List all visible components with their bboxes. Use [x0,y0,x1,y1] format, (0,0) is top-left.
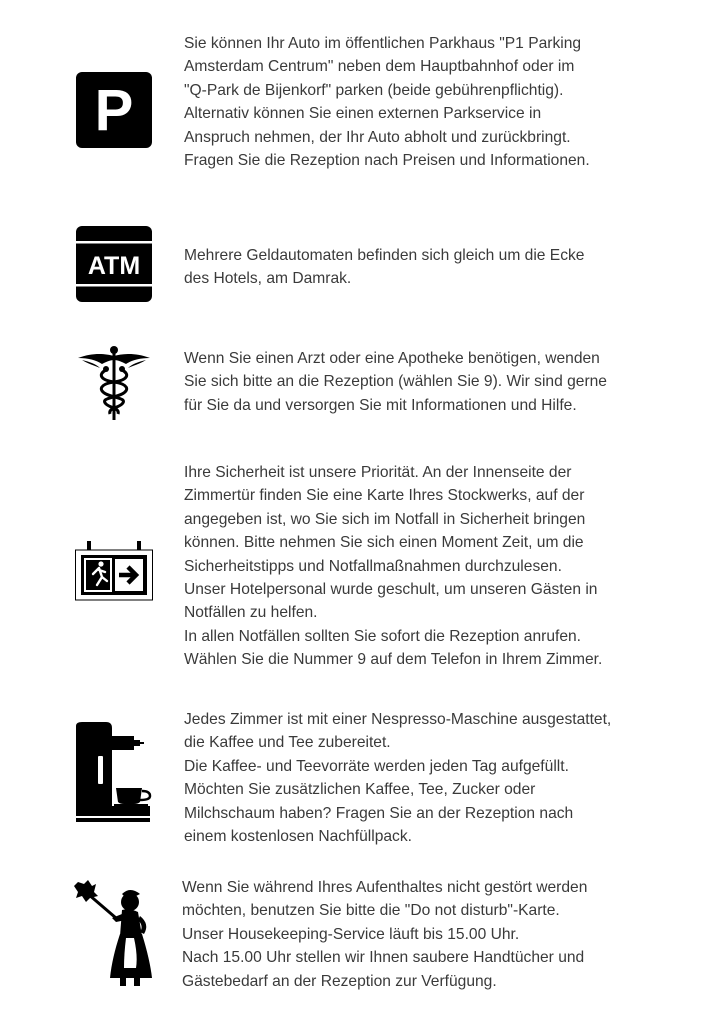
parking-text-line: Alternativ können Sie einen externen Parkservice in [184,105,542,123]
parking-text-line: Anspruch nehmen, der Ihr Auto abholt und zurückbringt. [184,128,571,146]
coffee-text [184,708,611,848]
coffee-text-line: Die Kaffee- und Teevorräte werden jeden Tag aufgefüllt. [184,757,569,775]
housekeeping-text-line: möchten, benutzen Sie bitte die "Do not disturb"-Karte. [182,902,560,920]
safety-text-line: angegeben ist, wo Sie sich im Notfall in Sicherheit bringen [184,510,586,528]
caduceus-icon [76,344,152,422]
safety-text-line: Wählen Sie die Nummer 9 auf dem Telefon in Ihrem Zimmer. [184,651,603,669]
parking-text-line: Amsterdam Centrum" neben dem Hauptbahnhof oder im [184,58,575,76]
atm-icon [76,226,152,302]
parking-text [184,32,590,172]
housekeeping-text-line: Wenn Sie während Ihres Aufenthaltes nicht gestört werden [182,879,588,896]
coffee-text-line: einem kostenlosen Nachfüllpack. [184,828,412,846]
housekeeping-text-line: Nach 15.00 Uhr stellen wir Ihnen saubere Handtücher und [182,949,585,967]
atm-icon-label: ATM [87,252,141,280]
coffee-text-line: Möchten Sie zusätzlichen Kaffee, Tee, Zucker oder [184,781,536,799]
coffee-text-line: Milchschaum haben? Fragen Sie an der Rezeption nach [184,804,574,822]
medical-text-line: Sie sich bitte an die Rezeption (wählen Sie 9). Wir sind gerne [184,373,607,391]
housekeeping-text-line: Unser Housekeeping-Service läuft bis 15.00 Uhr. [182,925,520,943]
parking-text-line: Fragen Sie die Rezeption nach Preisen und Informationen. [184,152,590,170]
housekeeping-text [182,876,587,993]
safety-text [184,461,602,672]
emergency-exit-icon [75,541,153,601]
medical-text-line: Wenn Sie einen Arzt oder eine Apotheke benötigen, wenden [184,350,600,367]
coffee-machine-icon [76,722,154,826]
safety-text-line: In allen Notfällen sollten Sie sofort die Rezeption anrufen. [184,627,582,645]
parking-text-line: Sie können Ihr Auto im öffentlichen Parkhaus "P1 Parking [184,35,582,52]
housekeeping-maid-icon [72,880,154,988]
medical-text [184,347,607,417]
atm-text-line: Mehrere Geldautomaten befinden sich gleich um die Ecke [184,247,585,264]
safety-text-line: Sicherheitstipps und Notfallmaßnahmen durchzulesen. [184,557,562,575]
coffee-text-line: Jedes Zimmer ist mit einer Nespresso-Maschine ausgestattet, [184,711,612,728]
safety-text-line: Unser Hotelpersonal wurde geschult, um unseren Gästen in [184,581,598,599]
parking-icon [76,72,152,148]
parking-icon-letter: P [94,78,134,143]
safety-text-line: Zimmertür finden Sie eine Karte Ihres Stockwerks, auf der [184,487,585,505]
medical-text-line: für Sie da und versorgen Sie mit Informationen und Hilfe. [184,396,577,414]
atm-text [184,244,584,291]
atm-text-line: des Hotels, am Damrak. [184,270,352,288]
housekeeping-text-line: Gästebedarf an der Rezeption zur Verfügung. [182,972,497,990]
parking-text-line: "Q-Park de Bijenkorf" parken (beide gebührenpflichtig). [184,81,564,99]
coffee-text-line: die Kaffee und Tee zubereitet. [184,734,391,752]
safety-text-line: Ihre Sicherheit ist unsere Priorität. An der Innenseite der [184,464,572,481]
safety-text-line: können. Bitte nehmen Sie sich einen Moment Zeit, um die [184,534,584,552]
safety-text-line: Notfällen zu helfen. [184,604,318,622]
